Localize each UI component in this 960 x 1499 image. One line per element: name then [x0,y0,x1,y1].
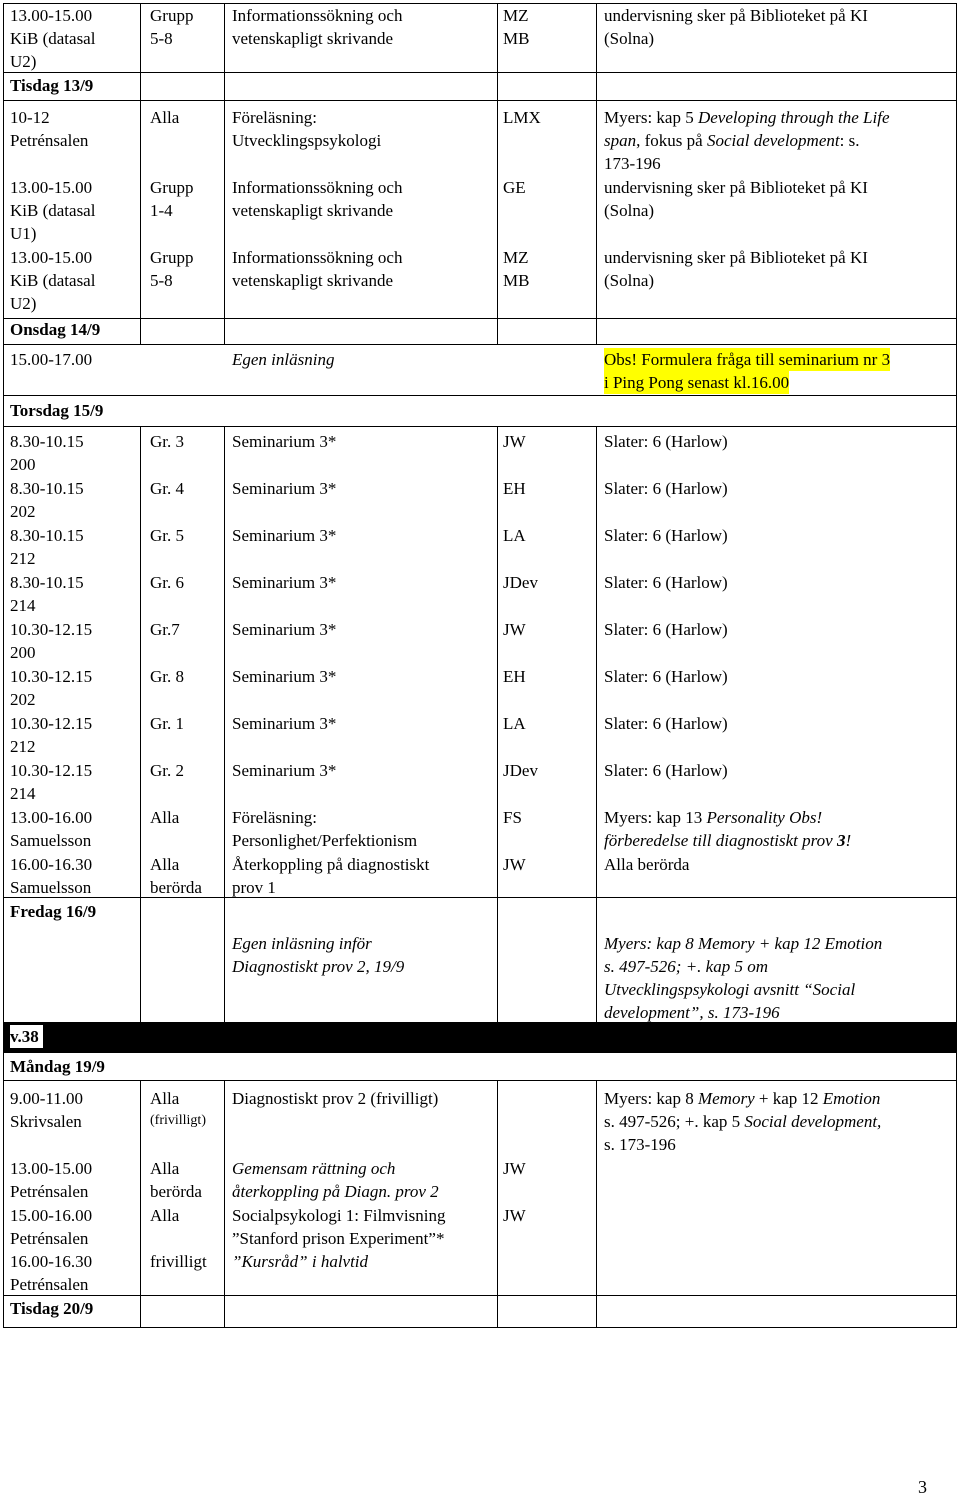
note-part: förberedelse till diagnostiskt prov [604,831,837,850]
teacher: FS [503,808,522,827]
note [604,1110,881,1133]
row-divider [4,344,956,345]
group: Grupp [150,178,194,197]
note: (Solna) [604,271,655,290]
time: 9.00-11.00 [10,1089,84,1108]
day-heading: Torsdag 15/9 [10,401,104,420]
time: 8.30-10.15 [10,526,84,545]
group: Gr. 8 [150,667,184,686]
time: 8.30-10.15 [10,432,84,451]
activity: vetenskapligt skrivande [232,29,393,48]
group: berörda [150,878,202,897]
note: Slater: 6 (Harlow) [604,573,728,592]
group: berörda [150,1182,202,1201]
activity: Gemensam rättning och [232,1159,396,1178]
teacher: JW [503,432,526,451]
note-part: ! [845,831,852,850]
teacher: LA [503,714,526,733]
note: undervisning sker på Biblioteket på KI [604,248,868,267]
time: 10.30-12.15 [10,620,93,639]
note [604,1087,880,1110]
note: s. 173-196 [604,1135,676,1154]
group: Gr. 3 [150,432,184,451]
activity: ”Stanford prison Experiment”* [232,1229,445,1248]
note: Slater: 6 (Harlow) [604,479,728,498]
note: undervisning sker på Biblioteket på KI [604,6,868,25]
teacher: JW [503,620,526,639]
activity: Diagnostiskt prov 2 (frivilligt) [232,1089,439,1108]
group: Gr. 6 [150,573,184,592]
column-divider [497,426,498,1022]
teacher: MB [503,29,530,48]
column-divider [140,1080,141,1327]
activity: Föreläsning: [232,108,317,127]
week-label: v.38 [10,1025,43,1048]
activity: Utvecklingspsykologi [232,131,382,150]
column-divider [497,1080,498,1327]
time: 15.00-16.00 [10,1206,93,1225]
note: Slater: 6 (Harlow) [604,526,728,545]
day-heading: Onsdag 14/9 [10,320,101,339]
room: U2) [10,294,37,313]
day-heading: Tisdag 13/9 [10,76,94,95]
group: 5-8 [150,271,173,290]
group: Gr. 4 [150,479,184,498]
time: 15.00-17.00 [10,350,93,369]
activity: ”Kursråd” i halvtid [232,1252,369,1271]
group: Gr. 1 [150,714,184,733]
note: Slater: 6 (Harlow) [604,620,728,639]
note: development”, s. 173-196 [604,1003,780,1022]
note-part: Developing through the Life [697,108,890,127]
group: 1-4 [150,201,173,220]
activity: Informationssökning och [232,6,403,25]
note-highlight: Obs! Formulera fråga till seminarium nr 3 [604,350,891,369]
time: 16.00-16.30 [10,1252,93,1271]
note-part: Myers: kap 8 [604,1089,698,1108]
note-highlight: i Ping Pong senast kl.16.00 [604,373,790,392]
teacher: GE [503,178,526,197]
room: U1) [10,224,37,243]
note-part: Social development [706,131,840,150]
day-heading: Fredag 16/9 [10,902,97,921]
room: KiB (datasal [10,201,96,220]
note: undervisning sker på Biblioteket på KI [604,178,868,197]
note: Myers: kap 8 Memory + kap 12 Emotion [604,934,883,953]
time: 10.30-12.15 [10,714,93,733]
activity: Seminarium 3* [232,714,337,733]
row-divider [4,1052,956,1053]
time: 8.30-10.15 [10,573,84,592]
row-divider [4,395,956,396]
room: KiB (datasal [10,271,96,290]
time: 10.30-12.15 [10,667,93,686]
day-heading: Måndag 19/9 [10,1057,105,1076]
group: frivilligt [150,1252,207,1271]
note-part: Myers: kap 5 [604,108,698,127]
group: Alla [150,855,180,874]
note: Slater: 6 (Harlow) [604,761,728,780]
note [604,806,822,829]
column-divider [596,1080,597,1327]
note: Slater: 6 (Harlow) [604,432,728,451]
room: Petrénsalen [10,1275,89,1294]
room: Petrénsalen [10,131,89,150]
week-bar [4,1022,956,1052]
column-divider [224,426,225,1022]
group: Gr.7 [150,620,180,639]
note-part: : s. [839,131,860,150]
time: 13.00-15.00 [10,178,93,197]
time: 16.00-16.30 [10,855,93,874]
activity: Socialpsykologi 1: Filmvisning [232,1206,446,1225]
group: Alla [150,1206,180,1225]
group: Alla [150,808,180,827]
note: Utvecklingspsykologi avsnitt “Social [604,980,856,999]
room: Skrivsalen [10,1112,82,1131]
note: Alla berörda [604,855,690,874]
room: 212 [10,549,36,568]
group: Grupp [150,6,194,25]
room: 200 [10,455,36,474]
teacher: JW [503,1206,526,1225]
teacher: EH [503,479,526,498]
note-part: Personality Obs! [706,808,823,827]
note-part: , fokus på [636,131,707,150]
time: 8.30-10.15 [10,479,84,498]
note-part: Memory [697,1089,755,1108]
teacher: LMX [503,108,541,127]
activity: återkoppling på Diagn. prov 2 [232,1182,439,1201]
room: U2) [10,52,37,71]
teacher: MZ [503,248,529,267]
row-divider [4,426,956,427]
row-divider [4,1295,956,1296]
teacher: JDev [503,573,538,592]
room: Samuelsson [10,878,92,897]
note [604,106,890,129]
time: 13.00-16.00 [10,808,93,827]
row-divider [4,318,956,319]
room: Samuelsson [10,831,92,850]
column-divider [140,426,141,1022]
group: Grupp [150,248,194,267]
group: Alla [150,1159,180,1178]
time: 13.00-15.00 [10,1159,93,1178]
column-divider [596,426,597,1022]
teacher: LA [503,526,526,545]
note: Slater: 6 (Harlow) [604,667,728,686]
activity: Seminarium 3* [232,526,337,545]
activity: Seminarium 3* [232,620,337,639]
activity: Seminarium 3* [232,761,337,780]
activity: Seminarium 3* [232,573,337,592]
note [604,129,859,152]
group: Gr. 2 [150,761,184,780]
activity: Återkoppling på diagnostiskt [232,855,430,874]
time: 10.30-12.15 [10,761,93,780]
column-divider [224,4,225,344]
note-part: 3 [836,831,846,850]
activity: Föreläsning: [232,808,317,827]
activity: prov 1 [232,878,276,897]
activity: Personlighet/Perfektionism [232,831,418,850]
note-part: s. 497-526; +. kap 5 [604,1112,745,1131]
row-divider [4,72,956,73]
group: (frivilligt) [150,1113,206,1128]
room: 202 [10,690,36,709]
time: 13.00-15.00 [10,248,93,267]
activity: vetenskapligt skrivande [232,201,393,220]
column-divider [140,4,141,344]
group: Alla [150,1089,180,1108]
group: Gr. 5 [150,526,184,545]
activity: Egen inläsning [232,350,335,369]
activity: Seminarium 3* [232,432,337,451]
row-divider [4,1080,956,1081]
room: 200 [10,643,36,662]
column-divider [224,1080,225,1327]
time: 13.00-15.00 [10,6,93,25]
column-divider [596,4,597,344]
note [604,829,851,852]
note-part: Emotion [822,1089,881,1108]
note: Slater: 6 (Harlow) [604,714,728,733]
column-divider [497,4,498,344]
group: 5-8 [150,29,173,48]
teacher: JW [503,855,526,874]
teacher: JW [503,1159,526,1178]
note: 173-196 [604,154,661,173]
time: 10-12 [10,108,50,127]
room: 202 [10,502,36,521]
activity: Informationssökning och [232,248,403,267]
activity: Seminarium 3* [232,667,337,686]
teacher: EH [503,667,526,686]
activity: Diagnostiskt prov 2, 19/9 [232,957,405,976]
row-divider [4,897,956,898]
day-heading: Tisdag 20/9 [10,1299,94,1318]
room: KiB (datasal [10,29,96,48]
row-divider [4,100,956,101]
activity: Seminarium 3* [232,479,337,498]
group: Alla [150,108,180,127]
room: 214 [10,784,36,803]
room: 214 [10,596,36,615]
note: (Solna) [604,29,655,48]
page-number: 3 [918,1477,927,1497]
teacher: MB [503,271,530,290]
room: Petrénsalen [10,1229,89,1248]
room: Petrénsalen [10,1182,89,1201]
note: s. 497-526; +. kap 5 om [604,957,768,976]
teacher: JDev [503,761,538,780]
note-part: + kap 12 [754,1089,823,1108]
note: (Solna) [604,201,655,220]
activity: Egen inläsning inför [232,934,372,953]
note-part: span [604,131,637,150]
note-part: Social development, [744,1112,882,1131]
activity: vetenskapligt skrivande [232,271,393,290]
teacher: MZ [503,6,529,25]
note-part: Myers: kap 13 [604,808,707,827]
room: 212 [10,737,36,756]
activity: Informationssökning och [232,178,403,197]
